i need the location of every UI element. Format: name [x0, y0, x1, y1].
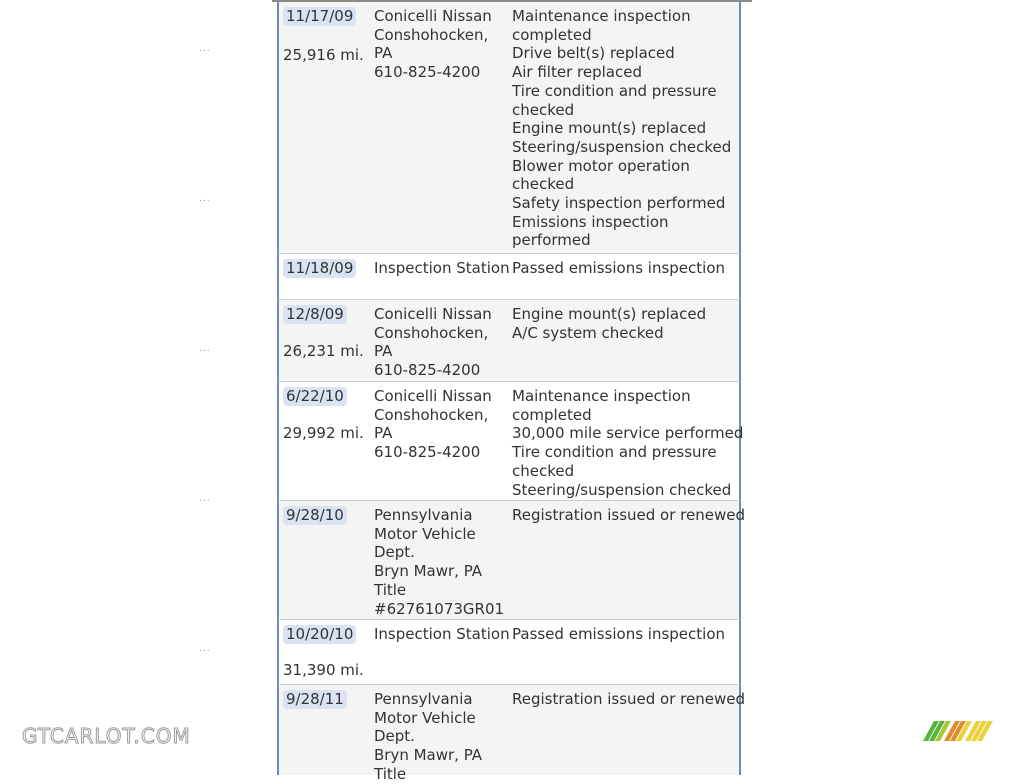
comment-line: Registration issued or renewed: [512, 506, 745, 524]
source-line: 610-825-4200: [374, 361, 481, 380]
comment-line: Passed emissions inspection: [512, 259, 726, 277]
source-line: Conicelli Nissan: [374, 305, 492, 323]
comments-cell: [512, 259, 740, 278]
comment-line: performed: [512, 231, 591, 250]
history-row: [277, 300, 741, 382]
record-mileage: 29,992 mi.: [283, 424, 364, 442]
comment-line: checked: [512, 461, 575, 480]
source-cell: [374, 625, 508, 644]
gutter-marker: ...: [199, 344, 211, 354]
comment-line: Emissions inspection: [512, 212, 669, 231]
source-line: Conshohocken,: [374, 25, 489, 44]
source-line: PA: [374, 424, 393, 443]
history-row: [277, 685, 745, 783]
record-date: 9/28/10: [283, 506, 347, 525]
source-line: Motor Vehicle: [374, 524, 476, 543]
history-row: [277, 620, 741, 685]
comments-cell: [512, 305, 740, 342]
vehicle-history-table: [277, 2, 745, 783]
comments-cell: [512, 387, 744, 499]
source-line: Title: [374, 580, 407, 599]
source-line: Dept.: [374, 727, 415, 746]
gutter-marker: ...: [199, 44, 211, 54]
date-cell: [283, 7, 369, 26]
source-line: Pennsylvania: [374, 506, 473, 524]
gtcarlot-watermark-text: GTCARLOT.COM: [22, 724, 191, 748]
gtcarlot-stripes-logo-icon: [920, 720, 998, 742]
history-row: [277, 2, 741, 254]
history-row: [277, 501, 745, 620]
source-line: 610-825-4200: [374, 443, 481, 462]
source-line: PA: [374, 342, 393, 361]
record-date: 11/17/09: [283, 7, 356, 26]
source-line: Conshohocken,: [374, 405, 489, 424]
source-cell: [374, 259, 508, 278]
source-line: Conicelli Nissan: [374, 387, 492, 405]
source-line: Conshohocken,: [374, 323, 489, 342]
history-row: [277, 254, 741, 300]
record-mileage: 25,916 mi.: [283, 46, 364, 64]
date-cell: [283, 625, 369, 644]
date-cell: [283, 387, 369, 406]
comment-line: Blower motor operation: [512, 156, 690, 175]
record-mileage: 26,231 mi.: [283, 342, 364, 360]
comment-line: A/C system checked: [512, 323, 664, 342]
gutter-marker: ...: [199, 194, 211, 204]
source-line: Conicelli Nissan: [374, 7, 492, 25]
source-cell: [374, 690, 508, 784]
date-cell: [283, 506, 369, 525]
date-cell: [283, 259, 369, 278]
comment-line: completed: [512, 405, 592, 424]
comment-line: 30,000 mile service performed: [512, 424, 744, 443]
source-line: Title: [374, 764, 407, 783]
comment-line: checked: [512, 100, 575, 119]
source-line: Inspection Station: [374, 259, 510, 277]
comment-line: Air filter replaced: [512, 63, 642, 82]
source-line: #62761073GR01: [374, 599, 505, 618]
record-date: 9/28/11: [283, 690, 347, 709]
date-cell: [283, 690, 369, 709]
source-line: Bryn Mawr, PA: [374, 746, 483, 765]
record-date: 12/8/09: [283, 305, 347, 324]
comment-line: Registration issued or renewed: [512, 690, 745, 708]
date-cell: [283, 305, 369, 324]
source-line: Inspection Station: [374, 625, 510, 643]
source-cell: [374, 7, 508, 82]
history-row: [277, 382, 744, 501]
record-mileage: 31,390 mi.: [283, 661, 364, 679]
comment-line: Steering/suspension checked: [512, 480, 732, 499]
source-line: PA: [374, 44, 393, 63]
comments-cell: [512, 506, 745, 525]
comments-cell: [512, 7, 740, 250]
source-line: Dept.: [374, 543, 415, 562]
logo-stripes: [923, 721, 993, 741]
comment-line: Maintenance inspection: [512, 387, 691, 405]
comment-line: Drive belt(s) replaced: [512, 44, 675, 63]
comment-line: Tire condition and pressure: [512, 81, 717, 100]
comment-line: Tire condition and pressure: [512, 443, 717, 462]
record-date: 6/22/10: [283, 387, 347, 406]
gutter-marker: ...: [199, 494, 211, 504]
source-line: Motor Vehicle: [374, 708, 476, 727]
source-cell: [374, 305, 508, 380]
comment-line: Engine mount(s) replaced: [512, 305, 707, 323]
comment-line: Maintenance inspection: [512, 7, 691, 25]
source-line: Pennsylvania: [374, 690, 473, 708]
comment-line: Steering/suspension checked: [512, 137, 732, 156]
comment-line: Safety inspection performed: [512, 194, 726, 213]
record-date: 10/20/10: [283, 625, 356, 644]
comment-line: completed: [512, 25, 592, 44]
comments-cell: [512, 690, 745, 709]
comment-line: Passed emissions inspection: [512, 625, 726, 643]
source-cell: [374, 506, 508, 618]
source-cell: [374, 387, 508, 462]
source-line: Bryn Mawr, PA: [374, 562, 483, 581]
comments-cell: [512, 625, 740, 644]
comment-line: Engine mount(s) replaced: [512, 119, 707, 138]
record-date: 11/18/09: [283, 259, 356, 278]
source-line: 610-825-4200: [374, 63, 481, 82]
comment-line: checked: [512, 175, 575, 194]
gutter-marker: ...: [199, 644, 211, 654]
